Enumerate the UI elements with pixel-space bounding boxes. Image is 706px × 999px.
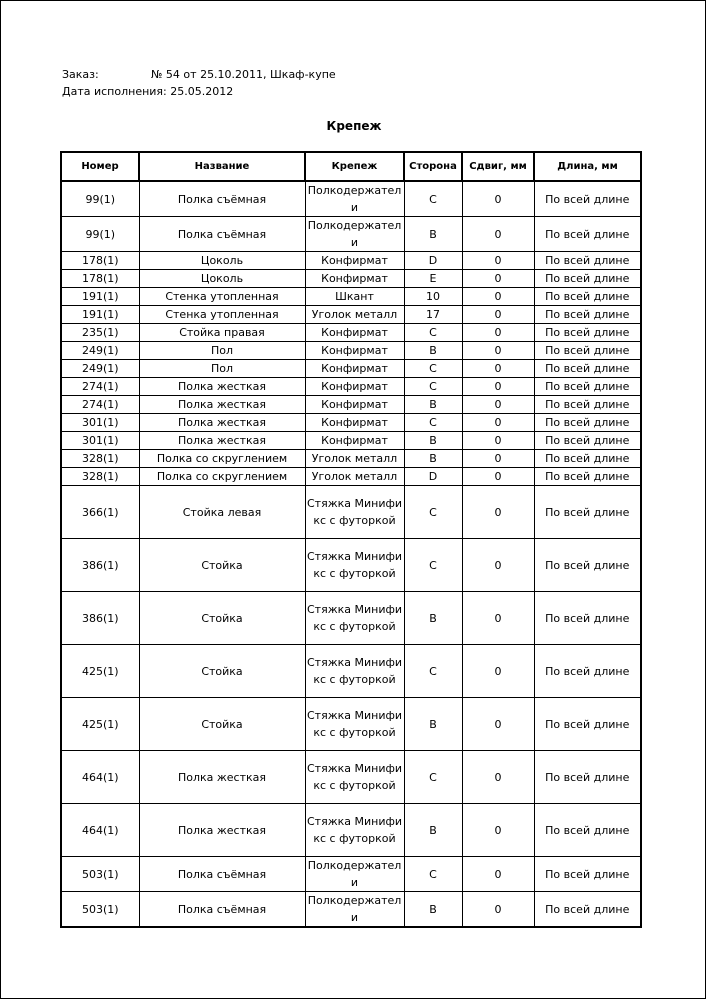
cell-offset: 0 bbox=[462, 378, 534, 396]
cell-number: 178(1) bbox=[61, 270, 139, 288]
cell-offset: 0 bbox=[462, 324, 534, 342]
cell-number: 99(1) bbox=[61, 217, 139, 252]
cell-number: 301(1) bbox=[61, 414, 139, 432]
cell-length: По всей длине bbox=[534, 804, 641, 857]
cell-name: Полка со скруглением bbox=[139, 468, 305, 486]
cell-fastener: Конфирмат bbox=[305, 432, 404, 450]
table-row bbox=[61, 342, 641, 360]
cell-fastener: Шкант bbox=[305, 288, 404, 306]
cell-side: 17 bbox=[404, 306, 462, 324]
cell-name: Полка съёмная bbox=[139, 892, 305, 928]
cell-side: C bbox=[404, 414, 462, 432]
cell-number: 464(1) bbox=[61, 751, 139, 804]
table-row bbox=[61, 450, 641, 468]
cell-offset: 0 bbox=[462, 450, 534, 468]
cell-offset: 0 bbox=[462, 857, 534, 892]
cell-length: По всей длине bbox=[534, 378, 641, 396]
cell-number: 366(1) bbox=[61, 486, 139, 539]
cell-name: Стойка bbox=[139, 592, 305, 645]
cell-side: C bbox=[404, 181, 462, 217]
cell-length: По всей длине bbox=[534, 288, 641, 306]
cell-name: Полка съёмная bbox=[139, 181, 305, 217]
cell-name: Цоколь bbox=[139, 270, 305, 288]
cell-length: По всей длине bbox=[534, 892, 641, 928]
cell-length: По всей длине bbox=[534, 486, 641, 539]
cell-length: По всей длине bbox=[534, 645, 641, 698]
table-row bbox=[61, 468, 641, 486]
cell-side: B bbox=[404, 217, 462, 252]
cell-offset: 0 bbox=[462, 396, 534, 414]
cell-number: 425(1) bbox=[61, 698, 139, 751]
column-header-name: Название bbox=[139, 152, 305, 181]
cell-side: B bbox=[404, 396, 462, 414]
cell-name: Стенка утопленная bbox=[139, 306, 305, 324]
cell-side: B bbox=[404, 432, 462, 450]
cell-side: D bbox=[404, 252, 462, 270]
cell-fastener: Стяжка Минификс с футоркой bbox=[305, 751, 404, 804]
cell-fastener: Полкодержатели bbox=[305, 857, 404, 892]
cell-offset: 0 bbox=[462, 892, 534, 928]
cell-fastener: Полкодержатели bbox=[305, 181, 404, 217]
cell-side: C bbox=[404, 486, 462, 539]
table-row bbox=[61, 270, 641, 288]
cell-length: По всей длине bbox=[534, 360, 641, 378]
cell-length: По всей длине bbox=[534, 857, 641, 892]
table-row bbox=[61, 360, 641, 378]
cell-offset: 0 bbox=[462, 288, 534, 306]
cell-name: Стойка правая bbox=[139, 324, 305, 342]
order-value: № 54 от 25.10.2011, Шкаф-купе bbox=[151, 68, 336, 81]
table-row bbox=[61, 252, 641, 270]
table-header-row bbox=[61, 152, 641, 181]
table-row bbox=[61, 592, 641, 645]
cell-number: 386(1) bbox=[61, 539, 139, 592]
cell-fastener: Стяжка Минификс с футоркой bbox=[305, 645, 404, 698]
cell-length: По всей длине bbox=[534, 342, 641, 360]
cell-side: C bbox=[404, 539, 462, 592]
cell-offset: 0 bbox=[462, 468, 534, 486]
cell-number: 301(1) bbox=[61, 432, 139, 450]
cell-name: Стойка bbox=[139, 645, 305, 698]
cell-length: По всей длине bbox=[534, 468, 641, 486]
cell-name: Полка жесткая bbox=[139, 396, 305, 414]
cell-number: 249(1) bbox=[61, 342, 139, 360]
cell-fastener: Стяжка Минификс с футоркой bbox=[305, 698, 404, 751]
table-row bbox=[61, 378, 641, 396]
cell-length: По всей длине bbox=[534, 181, 641, 217]
cell-offset: 0 bbox=[462, 252, 534, 270]
table-row bbox=[61, 539, 641, 592]
cell-side: E bbox=[404, 270, 462, 288]
cell-fastener: Конфирмат bbox=[305, 396, 404, 414]
cell-length: По всей длине bbox=[534, 432, 641, 450]
cell-length: По всей длине bbox=[534, 396, 641, 414]
cell-fastener: Полкодержатели bbox=[305, 892, 404, 928]
cell-name: Полка жесткая bbox=[139, 804, 305, 857]
cell-length: По всей длине bbox=[534, 539, 641, 592]
cell-number: 235(1) bbox=[61, 324, 139, 342]
cell-offset: 0 bbox=[462, 698, 534, 751]
cell-offset: 0 bbox=[462, 270, 534, 288]
cell-side: B bbox=[404, 892, 462, 928]
cell-name: Цоколь bbox=[139, 252, 305, 270]
cell-number: 191(1) bbox=[61, 306, 139, 324]
table-row bbox=[61, 432, 641, 450]
cell-offset: 0 bbox=[462, 181, 534, 217]
cell-fastener: Конфирмат bbox=[305, 342, 404, 360]
cell-number: 99(1) bbox=[61, 181, 139, 217]
cell-fastener: Конфирмат bbox=[305, 414, 404, 432]
cell-length: По всей длине bbox=[534, 450, 641, 468]
cell-offset: 0 bbox=[462, 217, 534, 252]
cell-number: 386(1) bbox=[61, 592, 139, 645]
table-row bbox=[61, 698, 641, 751]
fasteners-table bbox=[60, 151, 642, 928]
order-label: Заказ: bbox=[62, 68, 99, 81]
cell-fastener: Полкодержатели bbox=[305, 217, 404, 252]
cell-side: B bbox=[404, 342, 462, 360]
cell-name: Стойка bbox=[139, 539, 305, 592]
cell-side: D bbox=[404, 468, 462, 486]
cell-name: Полка жесткая bbox=[139, 378, 305, 396]
column-header-side: Сторона bbox=[404, 152, 462, 181]
cell-offset: 0 bbox=[462, 432, 534, 450]
table-row bbox=[61, 217, 641, 252]
cell-offset: 0 bbox=[462, 804, 534, 857]
table-row bbox=[61, 414, 641, 432]
table-row bbox=[61, 306, 641, 324]
table-row bbox=[61, 804, 641, 857]
cell-number: 274(1) bbox=[61, 378, 139, 396]
cell-side: B bbox=[404, 592, 462, 645]
cell-number: 503(1) bbox=[61, 892, 139, 928]
cell-side: C bbox=[404, 857, 462, 892]
cell-name: Стойка левая bbox=[139, 486, 305, 539]
cell-length: По всей длине bbox=[534, 270, 641, 288]
cell-name: Полка съёмная bbox=[139, 217, 305, 252]
cell-number: 249(1) bbox=[61, 360, 139, 378]
table-row bbox=[61, 324, 641, 342]
cell-fastener: Конфирмат bbox=[305, 324, 404, 342]
table-row bbox=[61, 288, 641, 306]
cell-name: Стойка bbox=[139, 698, 305, 751]
cell-offset: 0 bbox=[462, 342, 534, 360]
cell-length: По всей длине bbox=[534, 252, 641, 270]
cell-offset: 0 bbox=[462, 539, 534, 592]
cell-length: По всей длине bbox=[534, 414, 641, 432]
cell-name: Пол bbox=[139, 342, 305, 360]
cell-fastener: Уголок металл bbox=[305, 468, 404, 486]
cell-number: 328(1) bbox=[61, 450, 139, 468]
table-row bbox=[61, 645, 641, 698]
cell-number: 274(1) bbox=[61, 396, 139, 414]
cell-number: 178(1) bbox=[61, 252, 139, 270]
table-row bbox=[61, 181, 641, 217]
cell-fastener: Стяжка Минификс с футоркой bbox=[305, 486, 404, 539]
cell-number: 191(1) bbox=[61, 288, 139, 306]
cell-offset: 0 bbox=[462, 486, 534, 539]
cell-side: C bbox=[404, 645, 462, 698]
cell-number: 503(1) bbox=[61, 857, 139, 892]
cell-offset: 0 bbox=[462, 645, 534, 698]
cell-length: По всей длине bbox=[534, 306, 641, 324]
cell-side: B bbox=[404, 450, 462, 468]
table-row bbox=[61, 892, 641, 928]
cell-side: C bbox=[404, 324, 462, 342]
cell-fastener: Стяжка Минификс с футоркой bbox=[305, 804, 404, 857]
cell-fastener: Конфирмат bbox=[305, 360, 404, 378]
cell-fastener: Уголок металл bbox=[305, 306, 404, 324]
cell-fastener: Стяжка Минификс с футоркой bbox=[305, 592, 404, 645]
cell-side: C bbox=[404, 751, 462, 804]
cell-fastener: Конфирмат bbox=[305, 270, 404, 288]
cell-length: По всей длине bbox=[534, 751, 641, 804]
column-header-length: Длина, мм bbox=[534, 152, 641, 181]
cell-length: По всей длине bbox=[534, 217, 641, 252]
due-date: Дата исполнения: 25.05.2012 bbox=[62, 85, 234, 98]
cell-number: 464(1) bbox=[61, 804, 139, 857]
cell-name: Полка съёмная bbox=[139, 857, 305, 892]
cell-number: 328(1) bbox=[61, 468, 139, 486]
column-header-number: Номер bbox=[61, 152, 139, 181]
cell-name: Стенка утопленная bbox=[139, 288, 305, 306]
cell-name: Полка со скруглением bbox=[139, 450, 305, 468]
cell-fastener: Конфирмат bbox=[305, 378, 404, 396]
cell-offset: 0 bbox=[462, 414, 534, 432]
cell-fastener: Конфирмат bbox=[305, 252, 404, 270]
cell-offset: 0 bbox=[462, 751, 534, 804]
cell-offset: 0 bbox=[462, 592, 534, 645]
page-title: Крепеж bbox=[326, 119, 382, 133]
cell-fastener: Стяжка Минификс с футоркой bbox=[305, 539, 404, 592]
cell-length: По всей длине bbox=[534, 324, 641, 342]
cell-offset: 0 bbox=[462, 306, 534, 324]
cell-name: Полка жесткая bbox=[139, 432, 305, 450]
table-row bbox=[61, 486, 641, 539]
cell-side: C bbox=[404, 360, 462, 378]
cell-length: По всей длине bbox=[534, 698, 641, 751]
column-header-fastener: Крепеж bbox=[305, 152, 404, 181]
cell-side: B bbox=[404, 698, 462, 751]
cell-name: Пол bbox=[139, 360, 305, 378]
cell-side: C bbox=[404, 378, 462, 396]
cell-side: 10 bbox=[404, 288, 462, 306]
cell-name: Полка жесткая bbox=[139, 751, 305, 804]
cell-length: По всей длине bbox=[534, 592, 641, 645]
table-row bbox=[61, 857, 641, 892]
cell-name: Полка жесткая bbox=[139, 414, 305, 432]
column-header-offset: Сдвиг, мм bbox=[462, 152, 534, 181]
cell-fastener: Уголок металл bbox=[305, 450, 404, 468]
cell-offset: 0 bbox=[462, 360, 534, 378]
cell-side: B bbox=[404, 804, 462, 857]
cell-number: 425(1) bbox=[61, 645, 139, 698]
table-row bbox=[61, 396, 641, 414]
table-row bbox=[61, 751, 641, 804]
